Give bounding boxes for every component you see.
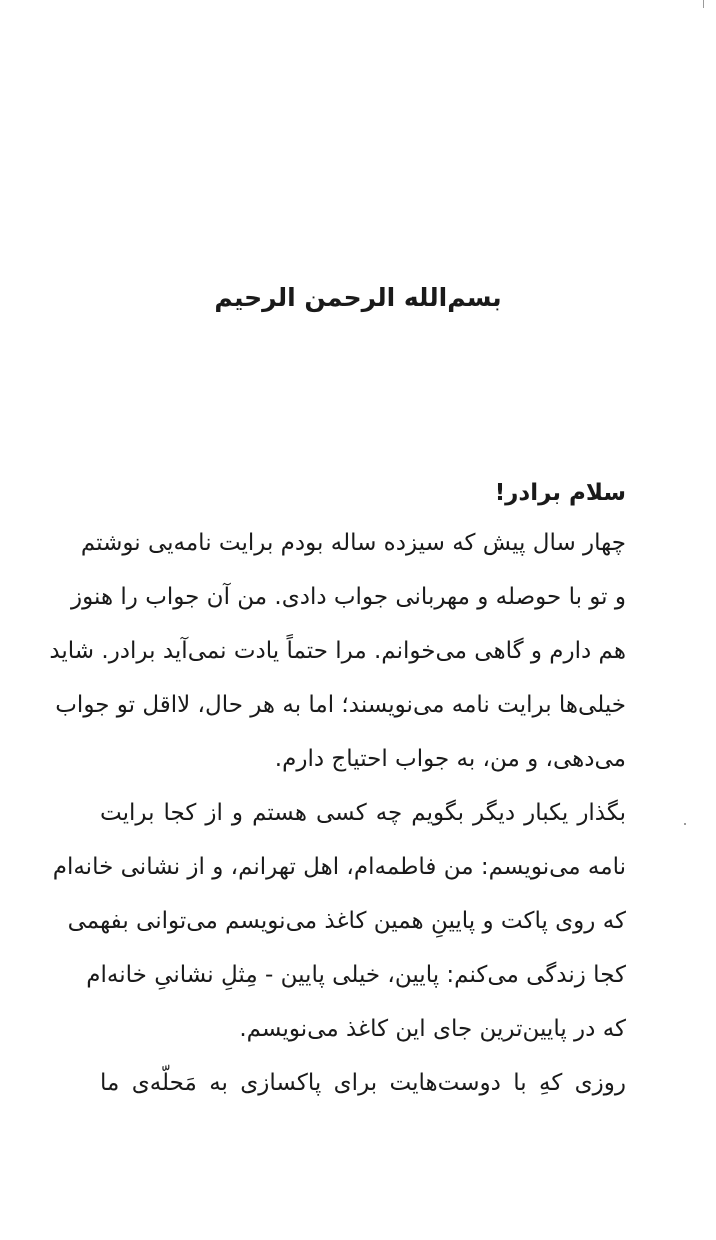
text-line: بگذار یکبار دیگر بگویم چه کسی هستم و از کجا برایت [100, 800, 626, 826]
paragraph-1 [49, 516, 626, 786]
text-line: روزی کهِ با دوست‌هایت برای پاکسازی به مَحلّه‌ی ما [100, 1070, 626, 1096]
letter-body [49, 470, 626, 1110]
text-line: کجا زندگی می‌کنم: پایین، خیلی پایین - مِثلِ نشانیِ خانه‌ام [86, 962, 626, 988]
text-line: هم دارم و گاهی می‌خوانم. مرا حتماً یادت نمی‌آید برادر. شاید [49, 638, 626, 664]
page-edge-mark [703, 0, 704, 8]
paragraph-2 [52, 786, 626, 1056]
text-line: و تو با حوصله و مهربانی جواب دادی. من آن جواب را هنوز [71, 584, 626, 610]
text-line: خیلی‌ها برایت نامه می‌نویسند؛ اما به هر حال، لااقل تو جواب [55, 692, 626, 718]
letter-greeting: سلام برادر! [494, 480, 626, 506]
text-line: چهار سال پیش که سیزده ساله بودم برایت نامه‌یی نوشتم [80, 530, 626, 556]
paragraph-3 [100, 1056, 626, 1110]
text-line: نامه می‌نویسم: من فاطمه‌ام، اهل تهرانم، و از نشانی خانه‌ام [52, 854, 626, 880]
basmala-heading: بسم‌الله الرحمن الرحیم [214, 283, 502, 312]
text-line: که روی پاکت و پایینِ همین کاغذ می‌نویسم می‌توانی بفهمی [67, 908, 626, 934]
text-line: که در پایین‌ترین جای این کاغذ می‌نویسم. [239, 1016, 626, 1042]
text-line: می‌دهی، و من، به جواب احتیاج دارم. [274, 746, 626, 772]
ink-speck [684, 823, 686, 825]
